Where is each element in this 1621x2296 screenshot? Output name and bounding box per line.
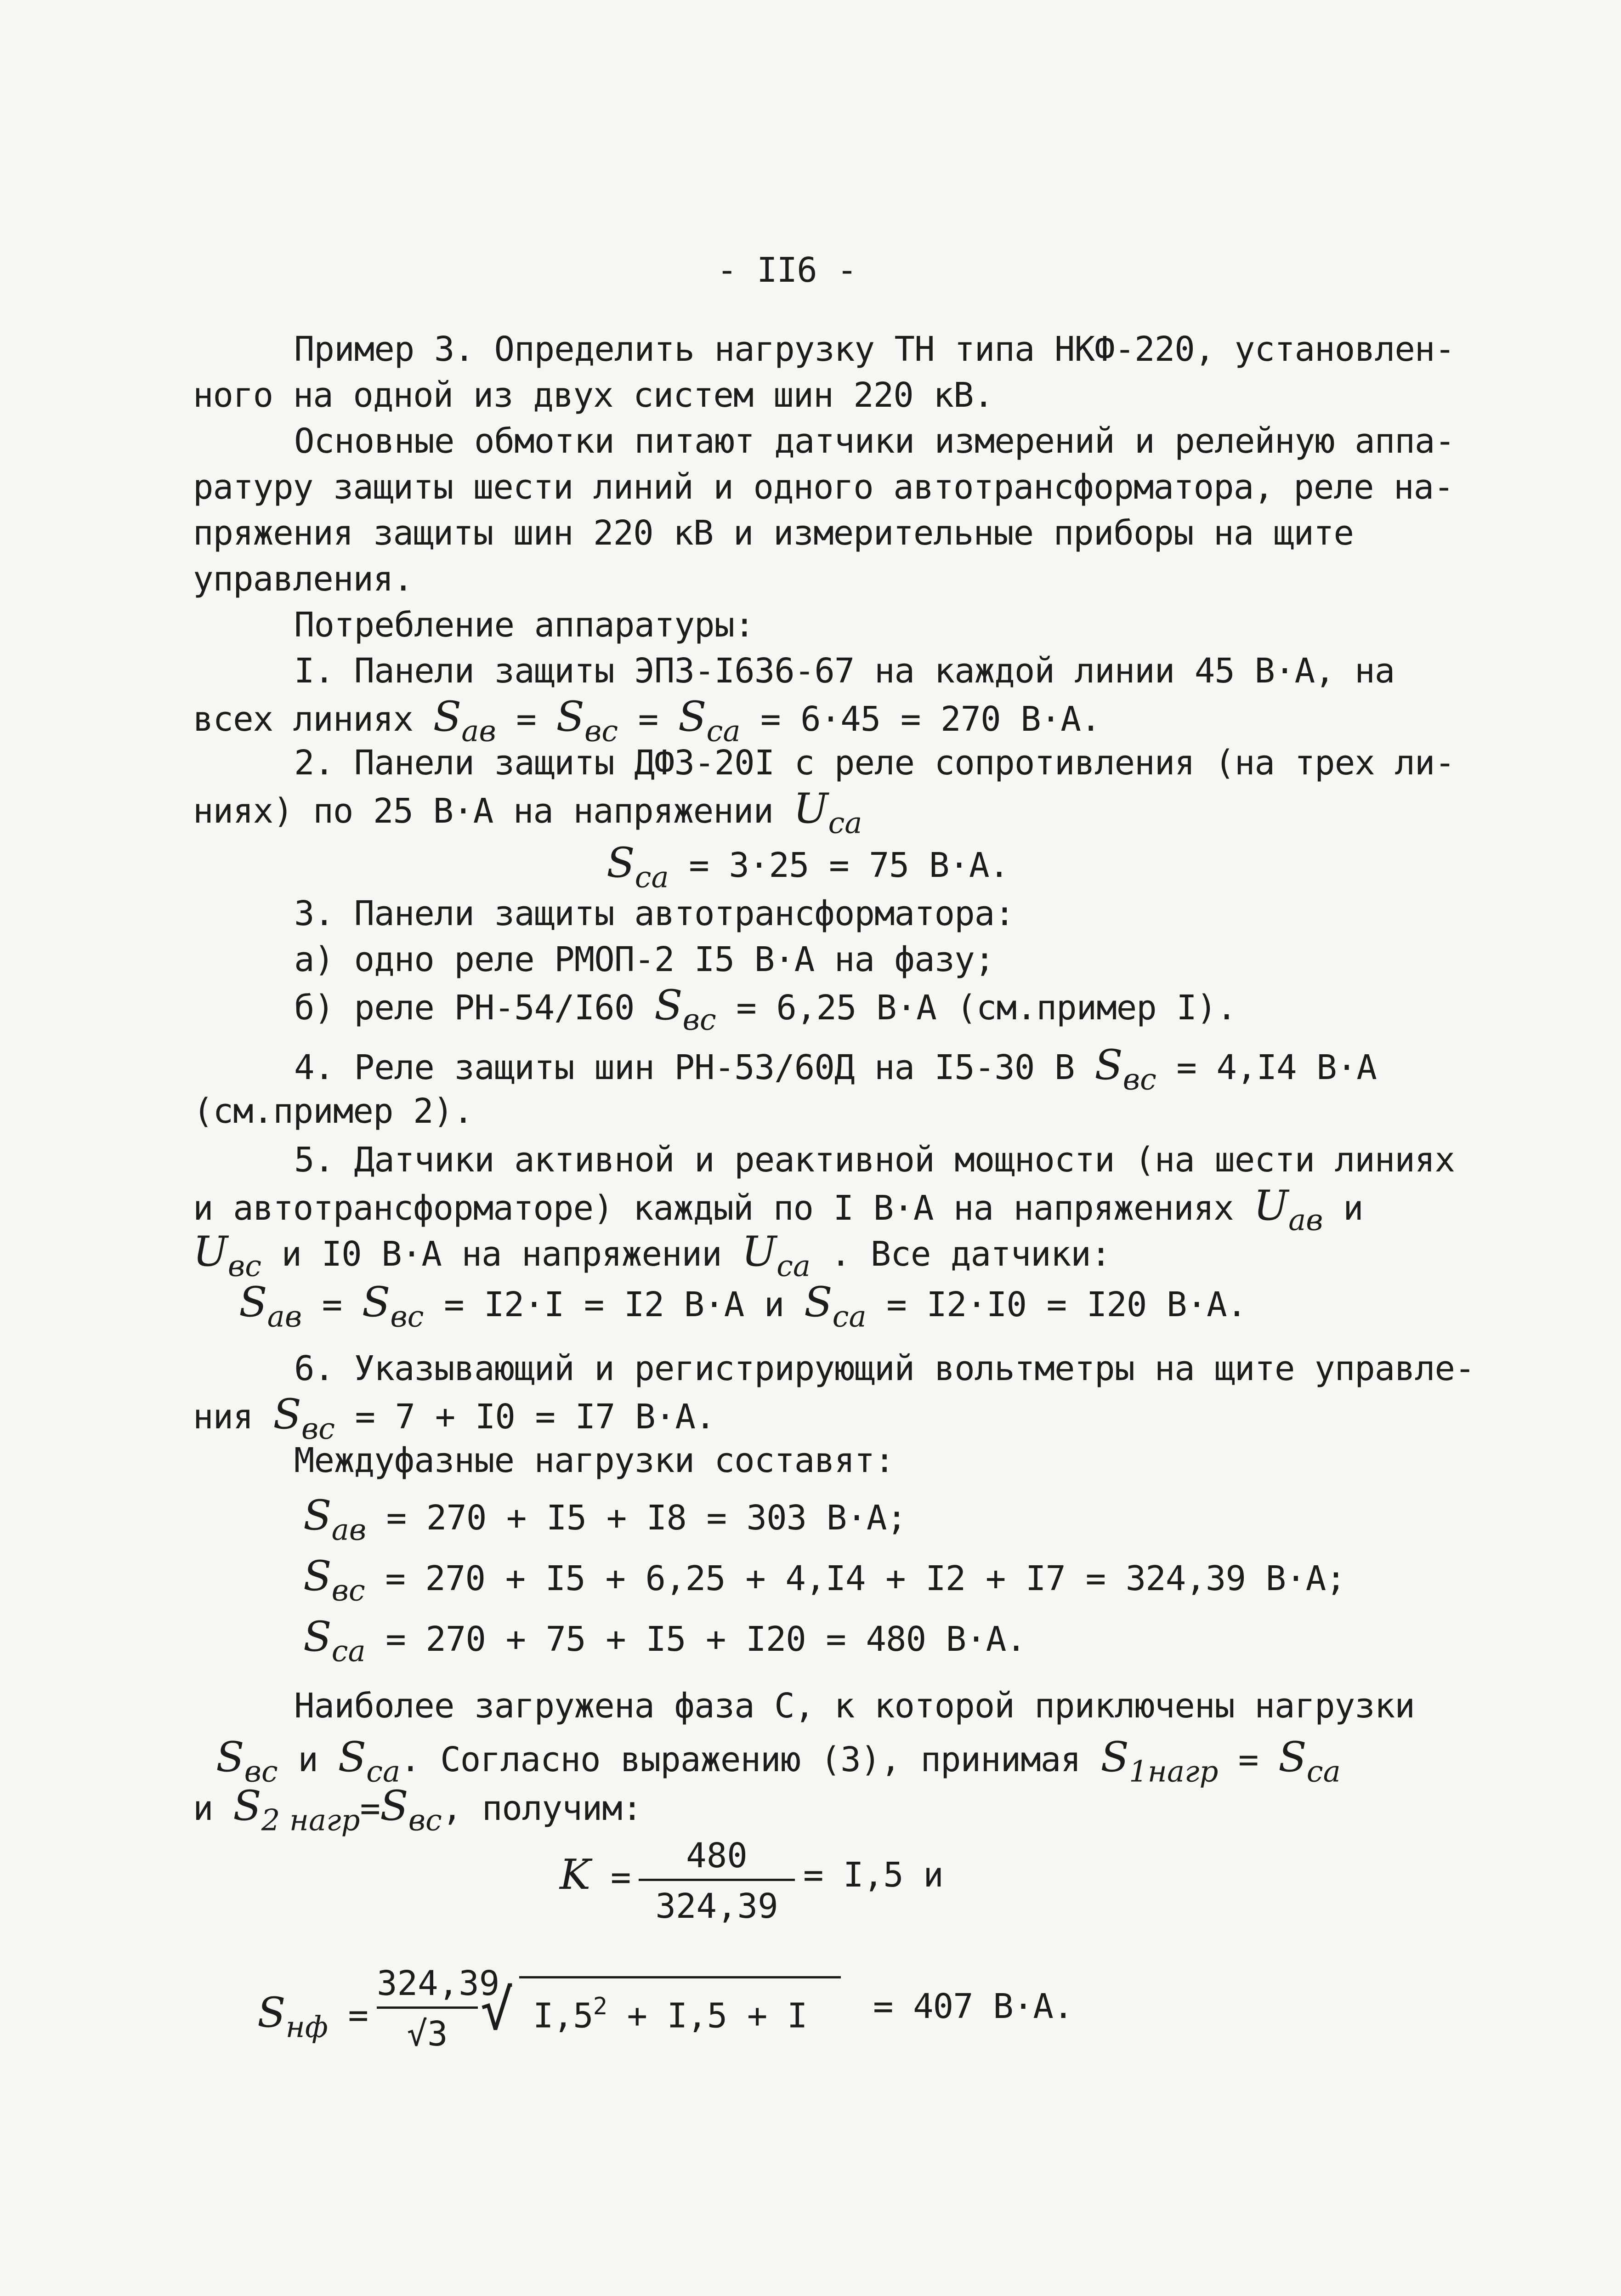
subscript: вс xyxy=(301,1412,335,1446)
superscript: 2 xyxy=(593,1993,607,2020)
equals: = xyxy=(610,1858,631,1897)
symbol: S xyxy=(1278,1733,1307,1781)
symbol: S xyxy=(606,839,635,887)
text: = 7 + I0 = I7 В·А. xyxy=(355,1397,715,1437)
subscript: вс xyxy=(227,1249,261,1284)
symbol: S xyxy=(433,693,462,741)
subscript: вс xyxy=(682,1003,716,1037)
subscript: aв xyxy=(461,714,496,749)
fraction-numerator: 324,39 xyxy=(377,1964,500,2003)
text-line: Потребление аппаратуры: xyxy=(294,605,754,645)
text: = I2·I0 = I20 В·А. xyxy=(886,1285,1247,1324)
text: = 270 + I5 + I8 = 303 В·А; xyxy=(386,1498,907,1538)
fraction-numerator: 480 xyxy=(686,1836,748,1875)
fraction-denominator xyxy=(391,2012,464,2056)
text-line: а) одно реле РМОП-2 I5 В·А на фазу; xyxy=(294,940,995,979)
subscript: нф xyxy=(285,2010,328,2045)
formula-line xyxy=(303,1554,1346,1613)
subscript: вс xyxy=(244,1755,278,1789)
formula-line xyxy=(193,1784,642,1842)
symbol: K xyxy=(560,1851,591,1899)
text: ния xyxy=(193,1397,253,1437)
k-symbol xyxy=(560,1853,630,1899)
subscript: 2 нагр xyxy=(261,1803,360,1838)
equals: = xyxy=(638,699,658,739)
text: I,5 xyxy=(533,1996,593,2036)
symbol: S xyxy=(273,1390,301,1438)
fraction-bar xyxy=(639,1879,795,1881)
symbol: S xyxy=(654,981,683,1029)
text: + I,5 + I xyxy=(627,1996,807,2036)
fraction-bar xyxy=(377,2006,478,2009)
symbol: S xyxy=(257,1989,286,2037)
equals: = xyxy=(1238,1740,1258,1779)
symbol: U xyxy=(1253,1182,1289,1230)
page-number: - II6 - xyxy=(717,250,857,290)
symbol: S xyxy=(303,1613,332,1661)
text: б) реле РН-54/I60 xyxy=(294,988,635,1028)
text-line: управления. xyxy=(193,559,414,599)
text: = 270 + I5 + 6,25 + 4,I4 + I2 + I7 = 324,39 В·А; xyxy=(385,1559,1346,1598)
text: и xyxy=(193,1789,213,1828)
equals: = xyxy=(516,699,536,739)
subscript: 1нагр xyxy=(1129,1755,1219,1789)
text: всех линиях xyxy=(193,699,414,739)
subscript: aв xyxy=(331,1513,367,1547)
text: и xyxy=(298,1740,318,1779)
text-line: Пример 3. Определить нагрузку ТН типа НКФ-220, установлен- xyxy=(294,330,1455,369)
subscript: aв xyxy=(1288,1203,1323,1238)
symbol: S xyxy=(804,1278,833,1326)
subscript: ca xyxy=(331,1634,366,1669)
formula-line xyxy=(303,1491,907,1552)
formula-line xyxy=(303,1615,1026,1673)
text-line: Наиболее загружена фаза С, к которой приключены нагрузки xyxy=(294,1686,1415,1726)
subscript: ca xyxy=(366,1755,401,1789)
subscript: ca xyxy=(635,860,669,895)
equals: = xyxy=(322,1285,342,1324)
formula-line xyxy=(193,1230,1111,1288)
text-line: (см.пример 2). xyxy=(193,1091,473,1131)
text-line: 2. Панели защиты ДФЗ-20I с реле сопротивления (на трех ли- xyxy=(294,743,1455,783)
subscript: вс xyxy=(584,714,618,749)
text-line: ного на одной из двух систем шин 220 кВ. xyxy=(193,375,994,415)
symbol: S xyxy=(216,1733,244,1781)
symbol: S xyxy=(1100,1733,1129,1781)
formula-line xyxy=(239,1280,1247,1339)
symbol: S xyxy=(362,1278,391,1326)
subscript: ca xyxy=(832,1300,867,1334)
formula-line xyxy=(294,983,1236,1042)
text-line: ратуру защиты шести линий и одного автотрансформатора, реле на- xyxy=(193,467,1454,507)
text: . Все датчики: xyxy=(830,1234,1111,1274)
text: = I2·I = I2 В·А и xyxy=(444,1285,784,1324)
subscript: ca xyxy=(828,806,862,841)
text: = 3·25 = 75 В·А. xyxy=(689,846,1009,885)
snf-symbol xyxy=(257,1991,368,2049)
subscript: вс xyxy=(1122,1063,1156,1097)
subscript: вс xyxy=(331,1574,365,1608)
text: и автотрансформаторе) каждый по I В·А на напряжениях xyxy=(193,1188,1234,1228)
formula-line xyxy=(193,784,862,845)
symbol: S xyxy=(380,1782,408,1830)
text: = 4,I4 В·А xyxy=(1176,1048,1377,1087)
text-line: пряжения защиты шин 220 кВ и измерительные приборы на щите xyxy=(193,513,1354,553)
symbol: S xyxy=(303,1552,332,1600)
text: и xyxy=(1343,1188,1363,1228)
symbol: U xyxy=(742,1228,777,1276)
equals: = xyxy=(360,1789,380,1828)
subscript: ca xyxy=(706,714,741,749)
text: и I0 В·А на напряжении xyxy=(281,1234,722,1274)
symbol: S xyxy=(338,1733,367,1781)
text: 4. Реле защиты шин РН-53/60Д на I5-30 В xyxy=(294,1048,1075,1087)
symbol: S xyxy=(678,693,707,741)
snf-result: = 407 В·А. xyxy=(873,1987,1073,2026)
sqrt-icon: √ xyxy=(407,2014,427,2054)
sqrt-content xyxy=(533,1984,807,2038)
subscript: ca xyxy=(776,1249,811,1284)
text: 3 xyxy=(427,2014,448,2054)
text: . Согласно выражению (3), принимая xyxy=(400,1740,1081,1779)
sqrt-icon: √ xyxy=(480,1978,513,2042)
text: = 6·45 = 270 В·А. xyxy=(760,699,1101,739)
equals: = xyxy=(348,1995,368,2035)
subscript: aв xyxy=(267,1300,302,1334)
text: = 270 + 75 + I5 + I20 = 480 В·А. xyxy=(385,1620,1026,1659)
text-line: Основные обмотки питают датчики измерений и релейную аппа- xyxy=(294,421,1455,461)
text-line: 6. Указывающий и регистрирующий вольтметры на щите управле- xyxy=(294,1349,1475,1388)
subscript: вс xyxy=(408,1803,442,1838)
text: ниях) по 25 В·А на напряжении xyxy=(193,791,774,831)
symbol: U xyxy=(793,784,828,833)
symbol: S xyxy=(303,1491,332,1540)
symbol: S xyxy=(239,1278,267,1326)
symbol: S xyxy=(1094,1041,1123,1089)
formula-line xyxy=(606,841,1009,899)
symbol: S xyxy=(233,1782,261,1830)
sqrt-overline xyxy=(519,1976,841,1978)
text: = 6,25 В·А (см.пример I). xyxy=(736,988,1237,1028)
k-result: = I,5 и xyxy=(803,1855,943,1895)
subscript: ca xyxy=(1306,1755,1341,1789)
text: , получим: xyxy=(442,1789,642,1828)
fraction-denominator: 324,39 xyxy=(655,1887,778,1926)
subscript: вс xyxy=(390,1300,424,1334)
text-line: Междуфазные нагрузки составят: xyxy=(294,1441,895,1480)
symbol: U xyxy=(193,1228,228,1276)
text-line: 5. Датчики активной и реактивной мощности (на шести линиях xyxy=(294,1140,1455,1180)
text-line: 3. Панели защиты автотрансформатора: xyxy=(294,894,1015,933)
text-line: I. Панели защиты ЭПЗ-I636-67 на каждой линии 45 В·А, на xyxy=(294,651,1395,691)
symbol: S xyxy=(556,693,585,741)
